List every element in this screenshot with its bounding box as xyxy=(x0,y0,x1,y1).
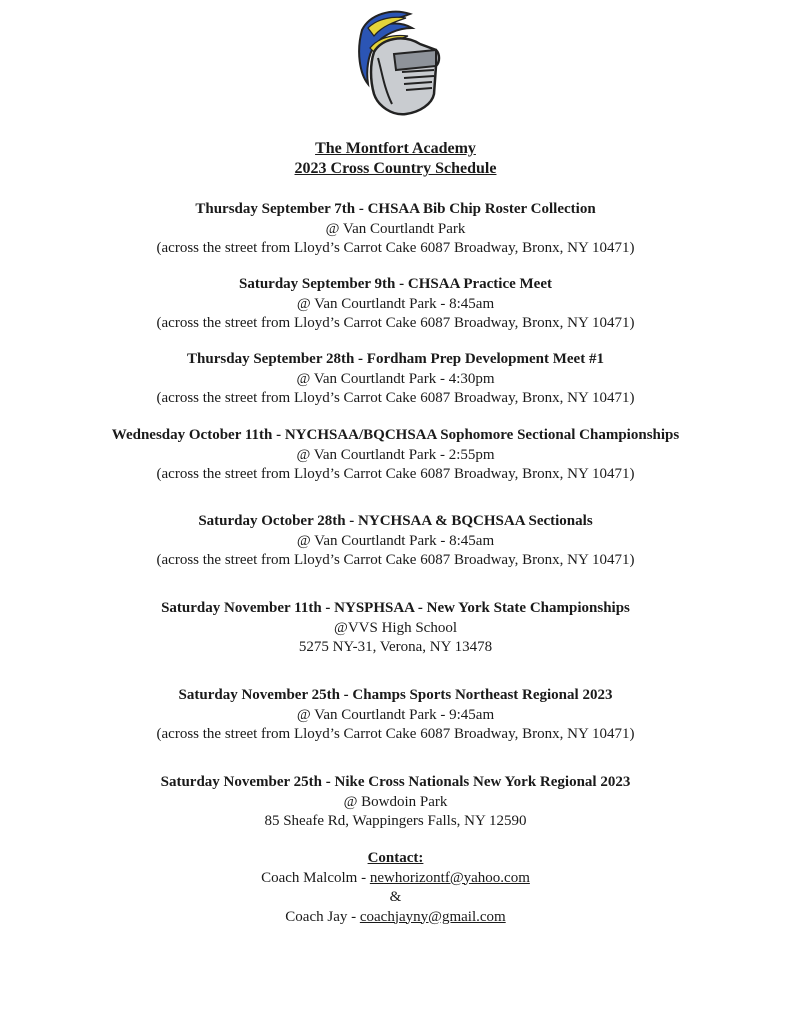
schedule-event xyxy=(0,426,791,485)
contact-ampersand: & xyxy=(389,889,402,905)
schedule-event xyxy=(0,599,791,658)
event-address: (across the street from Lloyd’s Carrot Cake 6087 Broadway, Bronx, NY 10471) xyxy=(156,390,635,406)
schedule-title: 2023 Cross Country Schedule xyxy=(294,160,497,177)
event-location: @ Van Courtlandt Park xyxy=(325,220,466,237)
event-location: @ Bowdoin Park xyxy=(343,793,448,810)
event-location: @ Van Courtlandt Park - 4:30pm xyxy=(296,370,495,387)
schedule-event xyxy=(0,773,791,832)
event-location: @ Van Courtlandt Park - 2:55pm xyxy=(296,446,495,463)
schedule-event xyxy=(0,275,791,334)
event-location: @ Van Courtlandt Park - 8:45am xyxy=(296,532,495,549)
schedule-event xyxy=(0,512,791,571)
coach-malcolm-label: Coach Malcolm - xyxy=(261,869,370,886)
document-header xyxy=(0,139,791,179)
event-title: Saturday September 9th - CHSAA Practice Meet xyxy=(239,276,552,292)
schedule-event xyxy=(0,686,791,745)
event-address: (across the street from Lloyd’s Carrot Cake 6087 Broadway, Bronx, NY 10471) xyxy=(156,240,635,256)
event-address: 85 Sheafe Rd, Wappingers Falls, NY 12590 xyxy=(264,813,527,829)
contact-line-malcolm xyxy=(0,869,791,889)
email-link-jay[interactable]: coachjayny@gmail.com xyxy=(359,908,506,925)
event-address: (across the street from Lloyd’s Carrot Cake 6087 Broadway, Bronx, NY 10471) xyxy=(156,466,635,482)
schedule-event xyxy=(0,200,791,259)
school-title: The Montfort Academy xyxy=(315,140,476,157)
event-address: 5275 NY-31, Verona, NY 13478 xyxy=(298,639,493,655)
event-title: Wednesday October 11th - NYCHSAA/BQCHSAA Sophomore Sectional Championships xyxy=(111,427,680,443)
event-title: Saturday November 11th - NYSPHSAA - New York State Championships xyxy=(161,600,630,616)
email-link-malcolm[interactable]: newhorizontf@yahoo.com xyxy=(369,869,530,886)
event-address: (across the street from Lloyd’s Carrot Cake 6087 Broadway, Bronx, NY 10471) xyxy=(156,552,635,568)
event-location: @ Van Courtlandt Park - 9:45am xyxy=(296,706,495,723)
event-address: (across the street from Lloyd’s Carrot Cake 6087 Broadway, Bronx, NY 10471) xyxy=(156,315,635,331)
coach-jay-label: Coach Jay - xyxy=(285,908,360,925)
schedule-event xyxy=(0,350,791,409)
contact-section xyxy=(0,849,791,927)
event-location: @ Van Courtlandt Park - 8:45am xyxy=(296,295,495,312)
event-title: Saturday November 25th - Nike Cross Nationals New York Regional 2023 xyxy=(160,774,631,790)
event-title: Saturday October 28th - NYCHSAA & BQCHSAA Sectionals xyxy=(198,513,593,529)
event-location: @VVS High School xyxy=(334,619,457,636)
event-address: (across the street from Lloyd’s Carrot Cake 6087 Broadway, Bronx, NY 10471) xyxy=(156,726,635,742)
event-title: Saturday November 25th - Champs Sports Northeast Regional 2023 xyxy=(178,687,613,703)
event-title: Thursday September 28th - Fordham Prep Development Meet #1 xyxy=(187,351,604,367)
contact-line-jay xyxy=(0,908,791,928)
knight-helmet-logo xyxy=(348,8,444,118)
event-title: Thursday September 7th - CHSAA Bib Chip Roster Collection xyxy=(195,201,596,217)
contact-heading: Contact: xyxy=(367,850,424,866)
